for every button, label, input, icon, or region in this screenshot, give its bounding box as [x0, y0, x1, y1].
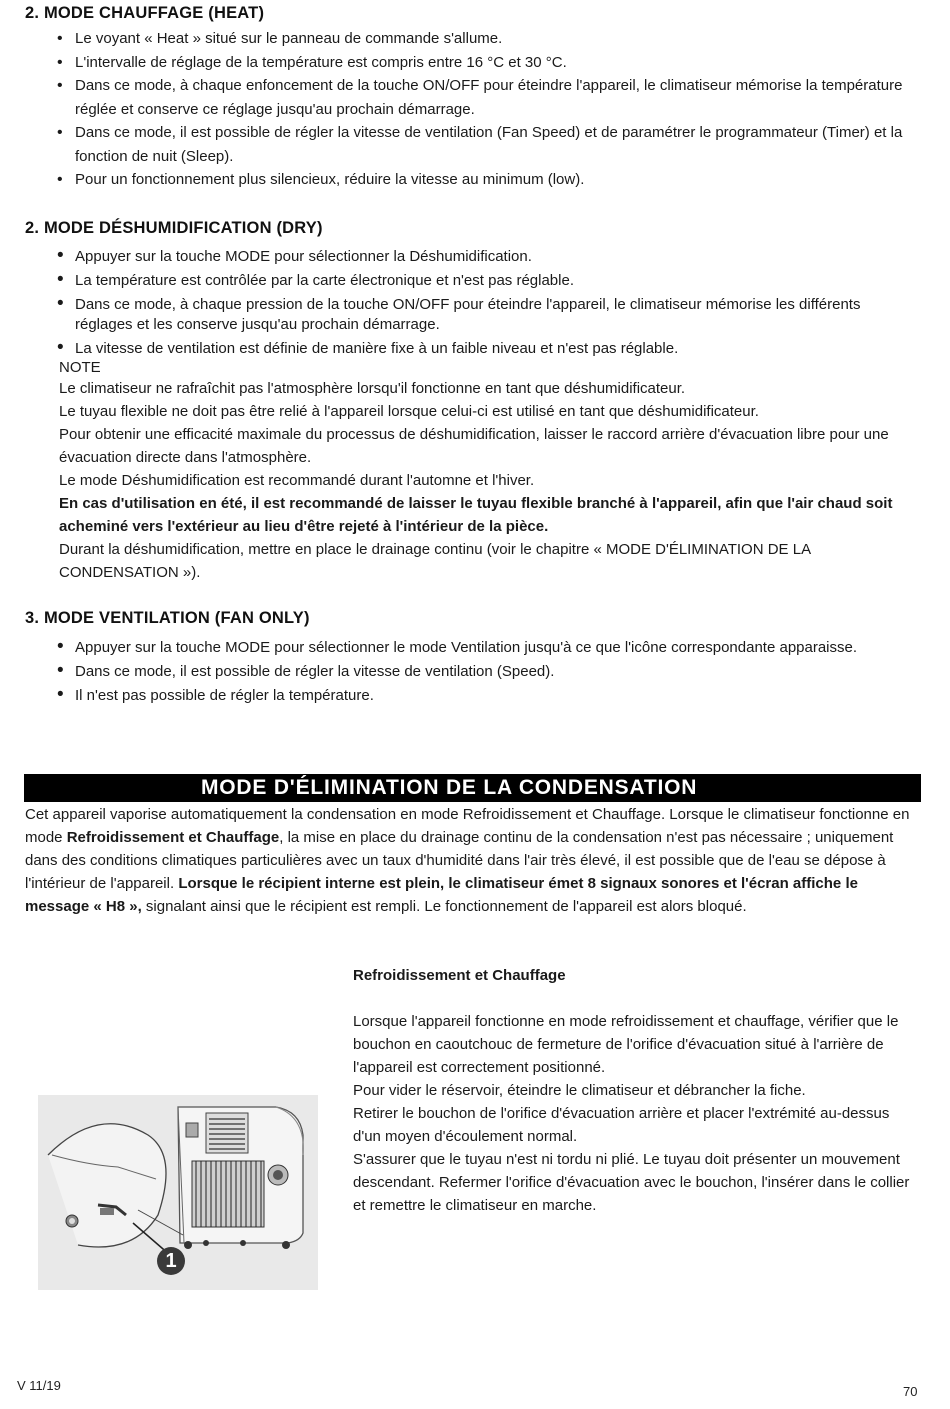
dry-note	[59, 358, 919, 584]
sub-heading: Refroidissement et Chauffage	[353, 967, 566, 984]
fan-bullet-list	[55, 638, 915, 710]
fan-heading: 3. MODE VENTILATION (FAN ONLY)	[25, 609, 310, 627]
paragraph: S'assurer que le tuyau n'est ni tordu ni plié. Le tuyau doit présenter un mouvement descendant. Refermer l'orifice d'évacuation avec le bouchon, l'insérer dans le collier et remettre le climatiseur en marche.	[353, 1151, 910, 1214]
version-label: V 11/19	[17, 1378, 61, 1393]
list-item: • Appuyer sur la touche MODE pour sélectionner le mode Ventilation jusqu'à ce que l'icône correspondante apparaisse.	[55, 638, 915, 658]
list-item: • Dans ce mode, il est possible de régler la vitesse de ventilation (Fan Speed) et de paramétrer le programmateur (Timer) et la fonction de nuit (Sleep).	[55, 121, 915, 168]
intro-text: , la mise en place du drainage continu de la condensation n'est pas nécessaire ; uniquement dans des conditions climatiques particulières avec un taux d'humidité dans l'air très élevé, il est possible que de l'eau se dépose à l'intérieur de l'appareil.	[25, 829, 894, 892]
note-line: Durant la déshumidification, mettre en place le drainage continu (voir le chapitre « MODE D'ÉLIMINATION DE LA CONDENSATION »).	[59, 541, 811, 581]
note-line: Pour obtenir une efficacité maximale du processus de déshumidification, laisser le raccord arrière d'évacuation libre pour une évacuation directe dans l'atmosphère.	[59, 426, 889, 466]
intro-text: Cet appareil vaporise automatiquement la condensation en mode Refroidissement et Chauffage. Lorsque le climatiseur fonctionne en mode	[25, 806, 910, 846]
paragraph: Pour vider le réservoir, éteindre le climatiseur et débrancher la fiche.	[353, 1082, 806, 1099]
paragraph: Retirer le bouchon de l'orifice d'évacuation arrière et placer l'extrémité au-dessus d'un moyen d'écoulement normal.	[353, 1105, 890, 1145]
list-item: • Dans ce mode, à chaque enfoncement de la touche ON/OFF pour éteindre l'appareil, le climatiseur mémorise la température réglée et conserve ce réglage jusqu'au prochain démarrage.	[55, 74, 915, 121]
instructions-column	[353, 964, 918, 1217]
dry-bullet-list	[55, 247, 915, 363]
paragraph: Lorsque l'appareil fonctionne en mode refroidissement et chauffage, vérifier que le bouchon en caoutchouc de fermeture de l'orifice d'évacuation situé à l'arrière de l'appareil est correctement positionné.	[353, 1013, 899, 1076]
dry-heading: 2. MODE DÉSHUMIDIFICATION (DRY)	[25, 219, 323, 237]
list-item: • La vitesse de ventilation est définie de manière fixe à un faible niveau et n'est pas réglable.	[55, 339, 915, 359]
note-label: NOTE	[59, 359, 101, 376]
intro-bold: Refroidissement et Chauffage	[66, 829, 280, 846]
list-item: • Pour un fonctionnement plus silencieux, réduire la vitesse au minimum (low).	[55, 168, 915, 192]
heat-bullet-list	[55, 27, 915, 192]
callout-number: 1	[165, 1250, 177, 1272]
page-number: 70	[903, 1384, 918, 1399]
banner-title: MODE D'ÉLIMINATION DE LA CONDENSATION	[201, 776, 698, 799]
intro-text: signalant ainsi que le récipient est rempli. Le fonctionnement de l'appareil est alors bloqué.	[141, 898, 747, 915]
list-item: • Il n'est pas possible de régler la température.	[55, 686, 915, 706]
note-warning: En cas d'utilisation en été, il est recommandé de laisser le tuyau flexible branché à l'appareil, afin que l'air chaud soit acheminé vers l'extérieur au lieu d'être rejeté à l'intérieur de la pièce.	[59, 495, 893, 535]
note-line: Le climatiseur ne rafraîchit pas l'atmosphère lorsqu'il fonctionne en tant que déshumidificateur.	[59, 380, 686, 397]
list-item: • Le voyant « Heat » situé sur le panneau de commande s'allume.	[55, 27, 915, 51]
list-item: • L'intervalle de réglage de la température est compris entre 16 °C et 30 °C.	[55, 51, 915, 75]
condensation-intro	[25, 803, 920, 918]
note-line: Le mode Déshumidification est recommandé durant l'automne et l'hiver.	[59, 472, 535, 489]
list-item: • Dans ce mode, à chaque pression de la touche ON/OFF pour éteindre l'appareil, le climatiseur mémorise les différents réglages et les conserve jusqu'au prochain démarrage.	[55, 295, 915, 335]
list-item: • Appuyer sur la touche MODE pour sélectionner la Déshumidification.	[55, 247, 915, 267]
intro-bold: Lorsque le récipient interne est plein, le climatiseur émet 8 signaux sonores et l'écran affiche le message « H8 »,	[25, 875, 858, 915]
air-conditioner-illustration	[38, 1095, 318, 1290]
list-item: • La température est contrôlée par la carte électronique et n'est pas réglable.	[55, 271, 915, 291]
note-line: Le tuyau flexible ne doit pas être relié à l'appareil lorsque celui-ci est utilisé en tant que déshumidificateur.	[59, 403, 759, 420]
list-item: • Dans ce mode, il est possible de régler la vitesse de ventilation (Speed).	[55, 662, 915, 682]
heat-heading: 2. MODE CHAUFFAGE (HEAT)	[25, 4, 265, 22]
condensation-banner	[24, 774, 921, 802]
